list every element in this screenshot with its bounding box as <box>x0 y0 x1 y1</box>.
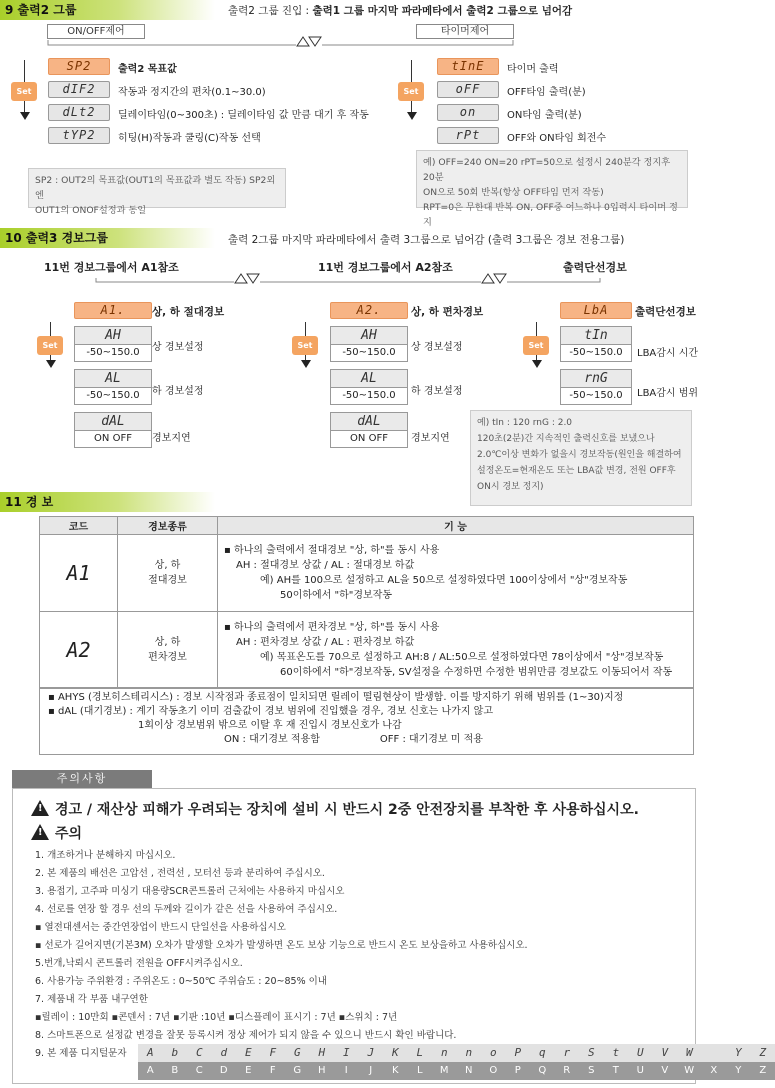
time-label: 타이머 출력 <box>507 64 559 75</box>
digital-glyph: P <box>506 1044 531 1062</box>
digital-glyph: K <box>383 1044 408 1062</box>
table-row <box>40 612 694 689</box>
arrow-down-icon <box>532 360 542 368</box>
digital-glyph: H <box>310 1044 335 1062</box>
off-display: oFF <box>437 81 499 98</box>
caution-tab: 주의사항 <box>12 770 152 788</box>
typ2-label: 히팅(H)작동과 쿨링(C)작동 선택 <box>118 133 261 144</box>
dal-card: dAL ON OFF <box>74 412 152 448</box>
alarm-table <box>39 516 694 689</box>
rpt-display: rPt <box>437 127 499 144</box>
digital-letter: G <box>285 1062 310 1080</box>
dif2-display: dIF2 <box>48 81 110 98</box>
digital-glyph: b <box>163 1044 188 1062</box>
digital-letter: E <box>236 1062 261 1080</box>
a1-display: A1. <box>74 302 152 319</box>
col-header-code: 코드 <box>40 517 118 535</box>
caution-headline: ! 경고 / 재산상 피해가 우려되는 장치에 설비 시 반드시 2중 안전장치를 부착한 후 사용하십시오. <box>31 799 639 819</box>
code-cell: A1 <box>40 535 118 612</box>
warning-icon: ! <box>31 800 49 816</box>
caution-item: ▪ 열전대센서는 중간연장업이 반드시 단일선을 사용하십시오 <box>35 922 286 933</box>
caution-item: 1. 개조하거나 분해하지 마십시오. <box>35 850 176 861</box>
al-label: 하 경보설정 <box>411 386 463 397</box>
dal-label: 경보지연 <box>411 433 450 444</box>
table-header-row <box>40 517 694 535</box>
caution-box <box>12 788 696 1084</box>
digital-letter-row <box>138 1062 775 1080</box>
digital-letter: D <box>212 1062 237 1080</box>
lba-display: LbA <box>560 302 632 319</box>
caution-item: 6. 사용가능 주위환경 : 주위온도 : 0~50℃ 주위습도 : 20~85% 이내 <box>35 976 327 987</box>
digital-glyph: I <box>334 1044 359 1062</box>
sp2-note: SP2 : OUT2의 목표값(OUT1의 목표값과 별도 작동) SP2외엔 OUT1의 ONOF설정과 동일 <box>28 168 286 208</box>
digital-letter: R <box>555 1062 580 1080</box>
col2-title: 11번 경보그룹에서 A2참조 <box>318 261 453 274</box>
off-label: OFF타임 출력(분) <box>507 87 586 98</box>
digital-glyph: n <box>432 1044 457 1062</box>
digital-glyph: A <box>138 1044 163 1062</box>
digital-glyph: Z <box>751 1044 775 1062</box>
digital-letter: B <box>163 1062 188 1080</box>
a1-label: 상, 하 절대경보 <box>152 306 225 318</box>
digital-letter: P <box>506 1062 531 1080</box>
digital-glyph: Y <box>726 1044 751 1062</box>
digital-glyph: t <box>604 1044 629 1062</box>
digital-glyph: V <box>653 1044 678 1062</box>
digital-glyph <box>702 1044 727 1062</box>
lba-note: 예) tIn : 120 rnG : 2.0 120초(2분)간 지속적인 출력신호를 보냈으나 2.0℃이상 변화가 없을시 경보작동(원인을 해결하여 설정온도=현재온도 또는 LBA값 변경, 전원 OFF후 ON시 경보 정지) <box>470 410 692 506</box>
digital-glyph: W <box>677 1044 702 1062</box>
digital-letter: W <box>677 1062 702 1080</box>
dlt2-label: 딜레이타임(0~300초) : 딜레이타임 값 만큼 대기 후 작동 <box>118 110 369 121</box>
rng-label: LBA감시 범위 <box>637 388 699 399</box>
on-display: on <box>437 104 499 121</box>
digital-glyph: G <box>285 1044 310 1062</box>
dif2-label: 작동과 정지간의 편차(0.1~30.0) <box>118 87 266 98</box>
ah-label: 상 경보설정 <box>152 342 204 353</box>
digital-letter: X <box>702 1062 727 1080</box>
timer-mode-label: 타이머제어 <box>416 24 514 39</box>
arrow-down-icon <box>407 112 417 120</box>
sp2-display: SP2 <box>48 58 110 75</box>
typ2-display: tYP2 <box>48 127 110 144</box>
digital-glyph: J <box>359 1044 384 1062</box>
lba-label: 출력단선경보 <box>635 306 696 318</box>
section9-intro: 출력2 그룹 진입 : 출력1 그룹 마지막 파라메타에서 출력2 그룹으로 넘어감 <box>228 5 573 17</box>
digital-letter: V <box>653 1062 678 1080</box>
timer-note: 예) OFF=240 ON=20 rPT=50으로 설정시 240분각 정지후 20분 ON으로 50회 반복(항상 OFF타임 먼저 작동) RPT=0은 무한대 반복 ON, OFF중 어느하나 0입력시 타이머 정지 <box>416 150 688 208</box>
rpt-label: OFF와 ON타임 회전수 <box>507 133 607 144</box>
sp2-label: 출력2 목표값 <box>118 64 177 75</box>
alarm-footnote: ▪ AHYS (경보히스테리시스) : 경보 시작점과 종료점이 일치되면 릴레이 떨림현상이 발생함. 이를 방지하기 위해 범위를 (1~30)지정 ▪ dAL (대기경보) : 계기 작동초기 이미 검출값이 경보 범위에 진입했을 경우, 경보 신호는 나가지 않고 1회이상 경보범위 밖으로 이탈 후 재 진입시 경보신호가 나감 ON : 대기경보 적용함 OFF : 대기경보 미 적용 <box>39 687 694 755</box>
digital-letter: J <box>359 1062 384 1080</box>
col1-title: 11번 경보그룹에서 A1참조 <box>44 261 179 274</box>
digital-letter: H <box>310 1062 335 1080</box>
digital-glyph-row <box>138 1044 775 1062</box>
caution-item: 5.번개,낙뢰시 콘트롤러 전원을 OFF시켜주십시오. <box>35 958 243 969</box>
caution-item: 4. 선로를 연장 할 경우 선의 두께와 길이가 같은 선을 사용하여 주십시오. <box>35 904 338 915</box>
al-label: 하 경보설정 <box>152 386 204 397</box>
al-card: AL -50~150.0 <box>330 369 408 405</box>
digital-letter: N <box>457 1062 482 1080</box>
set-button[interactable]: Set <box>523 336 549 355</box>
section11-title: 11 경 보 <box>0 492 215 512</box>
dal-card: dAL ON OFF <box>330 412 408 448</box>
ah-card: AH -50~150.0 <box>74 326 152 362</box>
digital-letter: O <box>481 1062 506 1080</box>
tin-card: tIn -50~150.0 <box>560 326 632 362</box>
code-cell: A2 <box>40 612 118 689</box>
function-cell: ▪ 하나의 출력에서 절대경보 "상, 하"를 동시 사용 AH : 절대경보 상값 / AL : 절대경보 하값 예) AH를 100으로 설정하고 AL을 50으로 설정하였다면 100이상에서 "상"경보작동 50이하에서 "하"경보작동 <box>218 535 694 612</box>
caution-subheading: ! 주의 <box>31 823 82 843</box>
caution-item: 9. 본 제품 디지털문자 <box>35 1048 127 1059</box>
digital-letter: A <box>138 1062 163 1080</box>
kind-cell: 상, 하 편차경보 <box>118 612 218 689</box>
digital-letter: F <box>261 1062 286 1080</box>
section10-intro: 출력 2그룹 마지막 파라메타에서 출력 3그룹으로 넘어감 (출력 3그룹은 경보 전용그룹) <box>228 234 625 246</box>
digital-letter: Z <box>751 1062 775 1080</box>
digital-letter: I <box>334 1062 359 1080</box>
digital-glyph: S <box>579 1044 604 1062</box>
a2-display: A2. <box>330 302 408 319</box>
digital-letter: T <box>604 1062 629 1080</box>
digital-glyph: L <box>408 1044 433 1062</box>
onoff-mode-label: ON/OFF제어 <box>47 24 145 39</box>
digital-glyph: q <box>530 1044 555 1062</box>
caution-item: 2. 본 제품의 배선은 고압선 , 전력선 , 모터선 등과 분리하여 주십시오. <box>35 868 325 879</box>
set-button[interactable]: Set <box>11 82 37 101</box>
digital-glyph: U <box>628 1044 653 1062</box>
section10-title: 10 출력3 경보그룹 <box>0 228 215 248</box>
dlt2-display: dLt2 <box>48 104 110 121</box>
col-header-function: 기 능 <box>218 517 694 535</box>
a2-label: 상, 하 편차경보 <box>411 306 484 318</box>
col3-title: 출력단선경보 <box>563 261 627 274</box>
arrow-down-icon <box>20 112 30 120</box>
warning-icon: ! <box>31 824 49 840</box>
table-row <box>40 535 694 612</box>
digital-letter: L <box>408 1062 433 1080</box>
set-button[interactable]: Set <box>292 336 318 355</box>
digital-glyph: r <box>555 1044 580 1062</box>
digital-letter: Q <box>530 1062 555 1080</box>
group-connector <box>0 262 700 298</box>
tin-label: LBA감시 시간 <box>637 348 699 359</box>
digital-glyph: F <box>261 1044 286 1062</box>
kind-cell: 상, 하 절대경보 <box>118 535 218 612</box>
section9-title: 9 출력2 그룹 <box>0 0 215 20</box>
rng-card: rnG -50~150.0 <box>560 369 632 405</box>
digital-letter: C <box>187 1062 212 1080</box>
digital-letter: K <box>383 1062 408 1080</box>
digital-letter: S <box>579 1062 604 1080</box>
digital-glyph: C <box>187 1044 212 1062</box>
set-button[interactable]: Set <box>398 82 424 101</box>
caution-item: 7. 제품내 각 부품 내구연한 <box>35 994 148 1005</box>
caution-item: ▪릴레이 : 10만회 ▪콘덴서 : 7년 ▪기판 :10년 ▪디스플레이 표시기 : 7년 ▪스위치 : 7년 <box>35 1012 398 1023</box>
digital-letter: Y <box>726 1062 751 1080</box>
arrow-down-icon <box>46 360 56 368</box>
digital-letter: U <box>628 1062 653 1080</box>
on-label: ON타임 출력(분) <box>507 110 582 121</box>
digital-letter: M <box>432 1062 457 1080</box>
function-cell: ▪ 하나의 출력에서 편차경보 "상, 하"를 동시 사용 AH : 편차경보 상값 / AL : 편차경보 하값 예) 목표온도를 70으로 설정하고 AH:8 / AL:50으로 설정하였다면 78이상에서 "상"경보작동 60이하에서 "하"경보작동, SV설정을 수정하면 수정한 범위만큼 경보값도 이동되어서 작동 <box>218 612 694 689</box>
mode-connector <box>0 24 560 54</box>
digital-glyph: n <box>457 1044 482 1062</box>
digital-glyph: o <box>481 1044 506 1062</box>
ah-card: AH -50~150.0 <box>330 326 408 362</box>
caution-item: ▪ 선로가 길어지면(기본3M) 오차가 발생할 오차가 발생하면 온도 보상 기능으로 반드시 온도 보상을하고 사용하십시오. <box>35 940 528 951</box>
time-display: tInE <box>437 58 499 75</box>
digital-glyph: E <box>236 1044 261 1062</box>
digital-glyph: d <box>212 1044 237 1062</box>
caution-item: 8. 스마트폰으로 설정값 변경을 잘못 등록시켜 정상 제어가 되지 않을 수 있으니 반드시 확인 바랍니다. <box>35 1030 457 1041</box>
set-button[interactable]: Set <box>37 336 63 355</box>
ah-label: 상 경보설정 <box>411 342 463 353</box>
dal-label: 경보지연 <box>152 433 191 444</box>
col-header-kind: 경보종류 <box>118 517 218 535</box>
arrow-down-icon <box>301 360 311 368</box>
caution-item: 3. 용접기, 고주파 미싱기 대용량SCR콘트롤러 근처에는 사용하지 마십시오 <box>35 886 345 897</box>
al-card: AL -50~150.0 <box>74 369 152 405</box>
